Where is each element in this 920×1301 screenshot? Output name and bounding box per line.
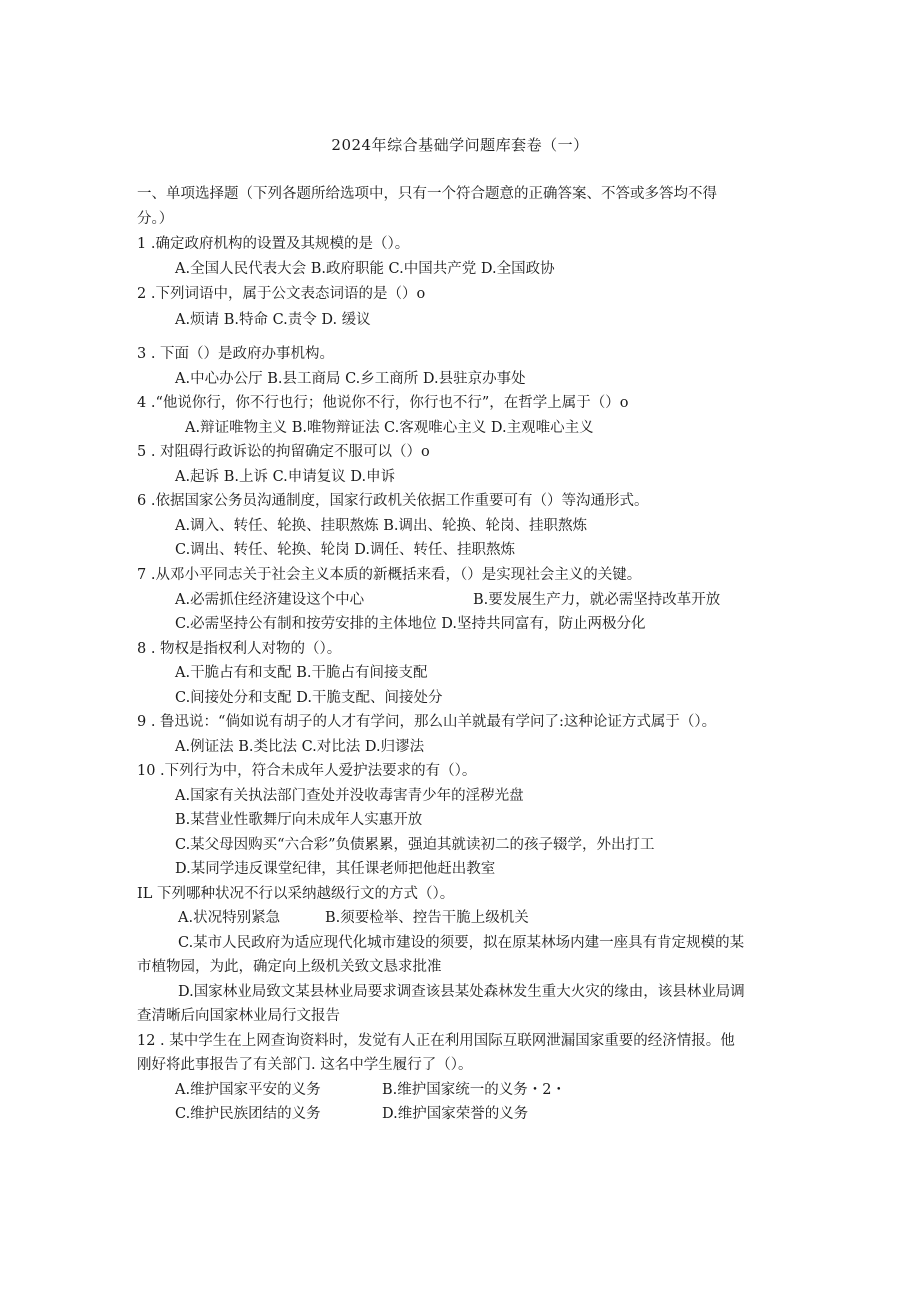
question-10-option-c: C.某父母因购买“六合彩”负债累累，强迫其就读初二的孩子辍学，外出打工: [175, 837, 655, 853]
question-5-stem: 5 . 对阻碍行政诉讼的拘留确定不服可以（）o: [137, 444, 430, 460]
question-8-options-2: C.间接处分和支配 D.干脆支配、间接处分: [175, 690, 443, 706]
question-12-option-c: C.维护民族团结的义务: [175, 1106, 321, 1122]
document-title: 2024年综合基础学问题库套卷（一）: [331, 136, 589, 154]
question-7-stem: 7 .从邓小平同志关于社会主义本质的新概括来看，（）是实现社会主义的关键。: [137, 567, 642, 583]
question-8-stem: 8 . 物权是指权利人对物的（）。: [137, 641, 342, 657]
question-11-option-d-cont: 查清晰后向国家林业局行文报告: [137, 1008, 340, 1024]
question-11-option-d: D.国家林业局致文某县林业局要求调查该县某处森林发生重大火灾的缘由，该县林业局调: [178, 984, 745, 1000]
question-11-option-b: B.须要检举、控告干脆上级机关: [325, 910, 529, 926]
section-header: 一、单项选择题（下列各题所给选项中，只有一个符合题意的正确答案、不答或多答均不得: [137, 186, 717, 202]
question-1-stem: 1 .确定政府机构的设置及其规模的是（）。: [137, 236, 410, 252]
question-10-option-b: B.某营业性歌舞厅向未成年人实惠开放: [175, 812, 423, 828]
question-7-option-a: A.必需抓住经济建设这个中心: [175, 592, 365, 608]
question-3-options: A.中心办公厅 B.县工商局 C.乡工商所 D.县驻京办事处: [175, 371, 526, 387]
question-4-stem: 4 .“他说你行，你不行也行；他说你不行，你行也不行”，在哲学上属于（）o: [137, 395, 629, 411]
question-4-options: A.辩证唯物主义 B.唯物辩证法 C.客观唯心主义 D.主观唯心主义: [185, 420, 594, 436]
question-6-options-2: C.调出、转任、轮换、轮岗 D.调任、转任、挂职熬炼: [175, 542, 516, 558]
section-header-cont: 分。）: [137, 211, 174, 227]
question-7-option-b: B.要发展生产力，就必需坚持改革开放: [473, 592, 721, 608]
question-10-stem: 10 .下列行为中，符合未成年人爱护法要求的有（）。: [137, 763, 477, 779]
question-9-stem: 9 . 鲁迅说：“倘如说有胡子的人才有学问，那么山羊就最有学问了:这种论证方式属于（）。: [137, 714, 717, 730]
question-9-options: A.例证法 B.类比法 C.对比法 D.归谬法: [175, 739, 425, 755]
question-11-option-c: C.某市人民政府为适应现代化城市建设的须要，拟在原某林场内建一座具有肯定规模的某: [178, 935, 745, 951]
question-12-option-b: B.维护国家统一的义务・2・: [382, 1082, 566, 1098]
question-11-option-c-cont: 市植物园，为此，确定向上级机关致文恳求批准: [137, 959, 442, 975]
question-8-options-1: A.干脆占有和支配 B.干脆占有间接支配: [175, 665, 428, 681]
question-10-option-d: D.某同学违反课堂纪律，其任课老师把他赶出教室: [175, 861, 496, 877]
question-7-options-2: C.必需坚持公有制和按劳安排的主体地位 D.坚持共同富有，防止两极分化: [175, 616, 646, 632]
question-12-option-d: D.维护国家荣誉的义务: [382, 1106, 529, 1122]
question-10-option-a: A.国家有关执法部门查处并没收毒害青少年的淫秽光盘: [175, 788, 524, 804]
question-5-options: A.起诉 B.上诉 C.申请复议 D.申诉: [175, 469, 396, 485]
question-12-option-a: A.维护国家平安的义务: [175, 1082, 321, 1098]
question-11-option-a: A.状况特别紧急: [178, 910, 281, 926]
question-6-stem: 6 .依据国家公务员沟通制度，国家行政机关依据工作重要可有（）等沟通形式。: [137, 493, 649, 509]
question-3-stem: 3 . 下面（）是政府办事机构。: [137, 346, 335, 362]
question-12-stem-cont: 刚好将此事报告了有关部门. 这名中学生履行了（）。: [137, 1057, 473, 1073]
question-2-stem: 2 .下列词语中，属于公文表态词语的是（）o: [137, 286, 426, 302]
question-12-stem: 12 . 某中学生在上网查询资料时，发觉有人正在利用国际互联网泄漏国家重要的经济情报。他: [137, 1033, 735, 1049]
question-11-stem: IL 下列哪种状况不行以采纳越级行文的方式（）。: [137, 886, 455, 902]
question-1-options: A.全国人民代表大会 B.政府职能 C.中国共产党 D.全国政协: [175, 261, 555, 277]
question-6-options-1: A.调入、转任、轮换、挂职熬炼 B.调出、轮换、轮岗、挂职熬炼: [175, 518, 587, 534]
question-2-options: A.烦请 B.特命 C.责令 D. 缓议: [175, 312, 371, 328]
